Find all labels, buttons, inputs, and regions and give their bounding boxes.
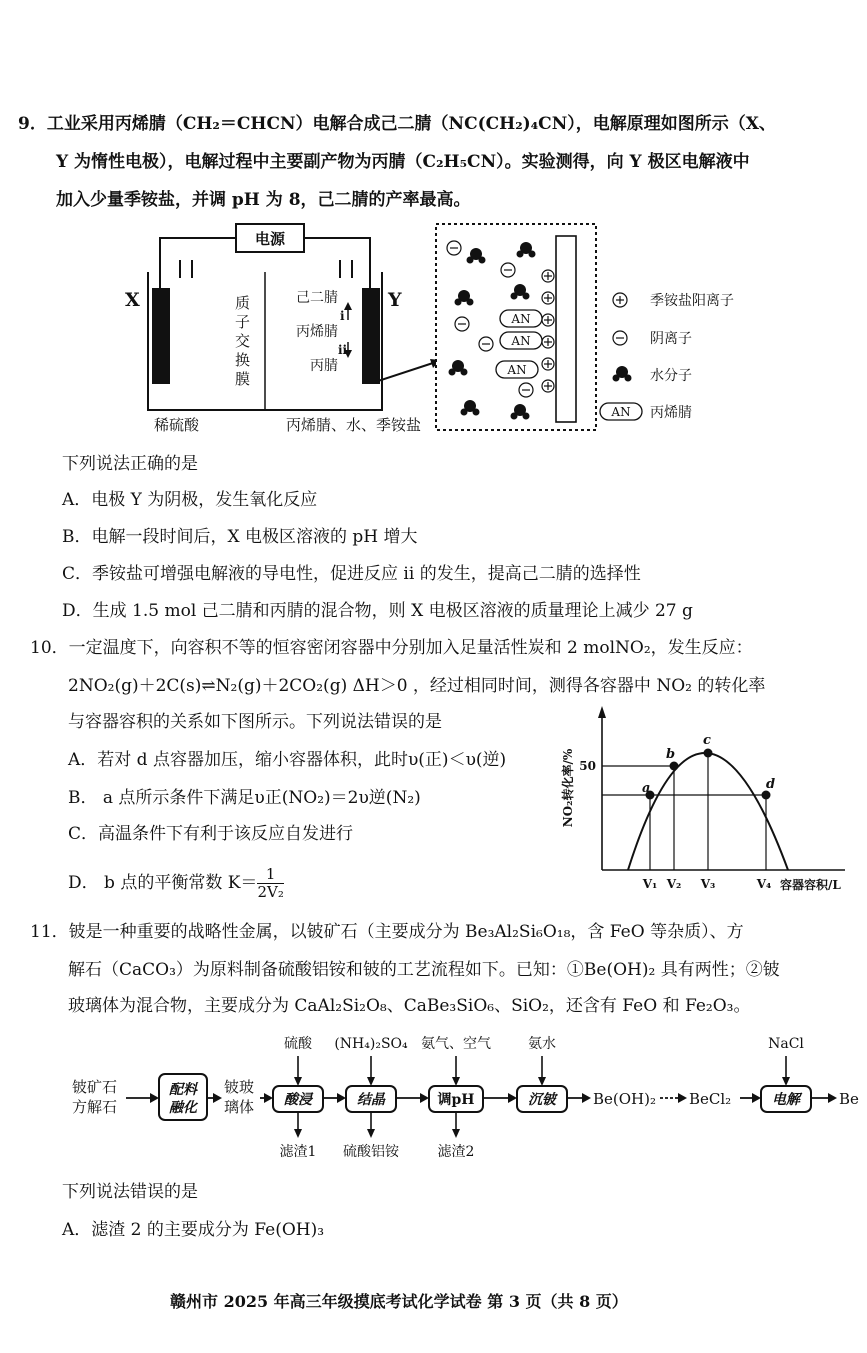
q11-prompt: 下列说法错误的是	[62, 1182, 198, 1202]
membrane-label-1: 质	[235, 294, 251, 312]
conversion-graph	[550, 700, 855, 905]
legend-water: 水分子	[650, 368, 692, 384]
q11-stem-line-3: 玻璃体为混合物，主要成分为 CaAl₂Si₂O₈、CaBe₃SiO₆、SiO₂，还含有 FeO 和 Fe₂O₃。	[68, 996, 751, 1016]
raw-material-1: 铍矿石	[72, 1078, 118, 1096]
path-i-label: i	[340, 309, 345, 323]
right-solution-label: 丙烯腈、水、季铵盐	[286, 416, 422, 434]
q9-stem-line-1: 9．工业采用丙烯腈（CH₂＝CHCN）电解合成己二腈（NC(CH₂)₄CN），电解原理如图所示（X、	[18, 114, 776, 134]
an-label-1: AN	[511, 312, 531, 326]
box-precipitate-be: 沉铍	[528, 1092, 556, 1108]
x-tick-v3: V₃	[700, 877, 716, 891]
q10-option-a: A．若对 d 点容器加压，缩小容器体积，此时υ(正)＜υ(逆)	[68, 750, 507, 770]
path-ii-label: ii	[338, 343, 348, 357]
x-tick-v4: V₄	[756, 877, 772, 891]
input-nacl: NaCl	[768, 1036, 804, 1052]
q10-stem-line-1: 10．一定温度下，向容积不等的恒容密闭容器中分别加入足量活性炭和 2 molNO₂，发生反应：	[30, 638, 753, 658]
q10-option-d-text: D． b 点的平衡常数 K＝	[68, 873, 258, 893]
label-c: c	[703, 733, 711, 748]
product-propionitrile: 丙腈	[310, 358, 338, 374]
q9-option-c: C．季铵盐可增强电解液的导电性，促进反应 ii 的发生，提高己二腈的选择性	[62, 564, 641, 584]
box-adjust-ph: 调pH	[437, 1092, 475, 1108]
output-residue-2: 滤渣2	[437, 1144, 475, 1160]
point-c	[704, 749, 713, 758]
x-axis-label: 容器容积/L	[780, 878, 841, 892]
electrolysis-diagram	[120, 220, 740, 440]
y-tick-50: 50	[579, 759, 596, 773]
label-b: b	[666, 747, 676, 762]
box-mixing-2: 融化	[169, 1100, 197, 1116]
q9-option-b: B．电解一段时间后，X 电极区溶液的 pH 增大	[62, 527, 418, 547]
q9-option-a: A．电极 Y 为阴极，发生氧化反应	[62, 490, 318, 510]
box-acid-leach: 酸浸	[284, 1092, 312, 1108]
x-tick-v1: V₁	[642, 877, 658, 891]
output-ammonium-alum: 硫酸铝铵	[343, 1144, 399, 1160]
q9-stem-line-2: Y 为惰性电极），电解过程中主要副产物为丙腈（C₂H₅CN）。实验测得，向 Y 极区电解液中	[56, 152, 750, 172]
electrode-y	[362, 288, 380, 384]
y-axis-label: NO₂转化率/%	[561, 748, 575, 828]
product-adiponitrile: 己二腈	[296, 290, 338, 306]
box-crystallize: 结晶	[357, 1092, 385, 1108]
an-label-3: AN	[507, 363, 527, 377]
legend-anion: 阴离子	[650, 331, 692, 347]
q9-stem-line-3: 加入少量季铵盐，并调 pH 为 8，己二腈的产率最高。	[56, 190, 471, 210]
q10-equation: 2NO₂(g)＋2C(s)⇌N₂(g)＋2CO₂(g) ΔH＞0 ，经过相同时间，测得各容器中 NO₂ 的转化率	[68, 676, 766, 696]
legend-cation: 季铵盐阳离子	[650, 293, 734, 309]
product-beoh2: Be(OH)₂	[593, 1090, 656, 1108]
process-flowchart	[60, 1030, 860, 1166]
membrane-label-3: 交	[235, 332, 251, 350]
label-d: d	[766, 777, 776, 792]
input-ammonia-water: 氨水	[528, 1036, 556, 1052]
q9-option-d: D．生成 1.5 mol 己二腈和丙腈的混合物，则 X 电极区溶液的质量理论上减少 27 g	[62, 601, 693, 621]
legend-acrylonitrile: 丙烯腈	[650, 405, 692, 421]
membrane-label-4: 换	[235, 351, 251, 369]
product-be: Be	[839, 1090, 859, 1108]
input-sulfuric-acid: 硫酸	[284, 1036, 312, 1052]
output-residue-1: 滤渣1	[279, 1144, 317, 1160]
left-solution-label: 稀硫酸	[154, 416, 200, 434]
glass-label-2: 璃体	[224, 1098, 255, 1116]
electrode-x	[152, 288, 170, 384]
y-label: Y	[388, 289, 402, 311]
point-b	[670, 762, 679, 771]
q11-stem-line-1: 11．铍是一种重要的战略性金属，以铍矿石（主要成分为 Be₃Al₂Si₆O₁₈，含 FeO 等杂质）、方	[30, 922, 744, 942]
q11-option-a: A．滤渣 2 的主要成分为 Fe(OH)₃	[62, 1220, 325, 1240]
an-label-2: AN	[511, 334, 531, 348]
q10-option-b: B． a 点所示条件下满足υ正(NO₂)＝2υ逆(N₂)	[68, 788, 421, 808]
box-electrolysis: 电解	[772, 1092, 800, 1108]
membrane-label-2: 子	[235, 313, 251, 331]
x-tick-v2: V₂	[666, 877, 682, 891]
fraction-numerator: 1	[257, 866, 283, 884]
legend-an-symbol: AN	[611, 405, 631, 419]
input-ammonium-sulfate: (NH₄)₂SO₄	[334, 1036, 408, 1052]
x-label: X	[125, 289, 140, 311]
input-ammonia-air: 氨气、空气	[421, 1036, 491, 1052]
q10-option-c: C．高温条件下有利于该反应自发进行	[68, 824, 354, 844]
page-footer: 赣州市 2025 年高三年级摸底考试化学试卷 第 3 页（共 8 页）	[170, 1292, 628, 1311]
q9-prompt: 下列说法正确的是	[62, 454, 198, 474]
product-acrylonitrile: 丙烯腈	[296, 324, 338, 340]
raw-material-2: 方解石	[72, 1098, 118, 1116]
q10-stem-line-3: 与容器容积的关系如下图所示。下列说法错误的是	[68, 712, 442, 732]
q10-option-d	[68, 866, 284, 901]
power-label: 电源	[254, 230, 286, 248]
label-a: a	[642, 781, 651, 796]
box-mixing-1: 配料	[169, 1082, 197, 1098]
q11-stem-line-2: 解石（CaCO₃）为原料制备硫酸铝铵和铍的工艺流程如下。已知：①Be(OH)₂ 具有两性；②铍	[68, 960, 780, 980]
membrane-label-5: 膜	[235, 370, 251, 388]
product-becl2: BeCl₂	[689, 1090, 732, 1108]
q10-option-d-fraction	[257, 866, 283, 901]
glass-label-1: 铍玻	[224, 1078, 255, 1096]
fraction-denominator: 2V₂	[257, 883, 284, 901]
